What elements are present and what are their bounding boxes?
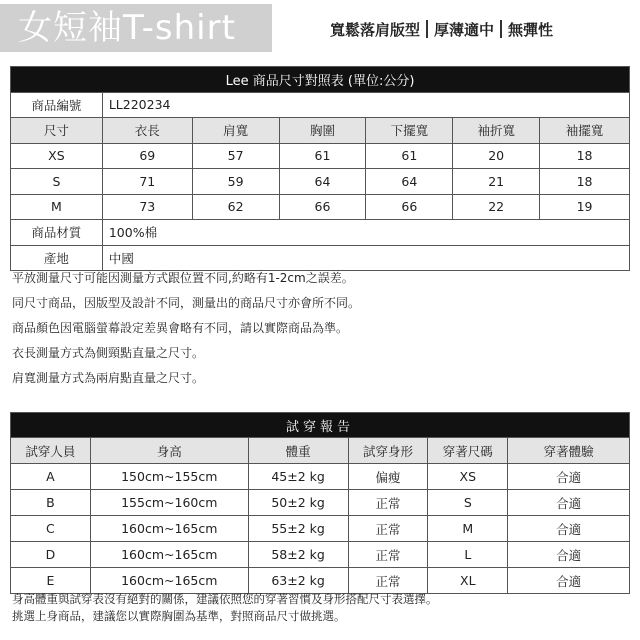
table-cell: 61 [279,143,366,169]
table-cell: 59 [192,169,279,195]
table-cell: 66 [366,194,453,220]
table-row [11,194,630,220]
table-cell: 18 [540,169,630,195]
table-row [11,464,630,490]
size-chart-table [10,66,630,271]
origin-value: 中國 [102,245,629,271]
trial-report-title: 試穿報告 [11,413,630,438]
table-cell: 57 [192,143,279,169]
table-cell: 正常 [348,568,428,594]
table-cell: 20 [453,143,540,169]
material-label: 商品材質 [11,220,103,246]
column-header: 衣長 [102,118,192,144]
size-chart-title: Lee 商品尺寸對照表 (單位:公分) [11,67,630,93]
product-no-value: LL220234 [102,92,629,118]
table-cell: A [11,464,91,490]
table-cell: 155cm~160cm [90,490,248,516]
table-cell: 正常 [348,490,428,516]
column-header: 袖折寬 [453,118,540,144]
table-cell: 正常 [348,542,428,568]
note-item: 衣長測量方式為側頸點直量之尺寸。 [12,346,205,360]
table-cell: 合適 [508,542,630,568]
column-header: 胸圍 [279,118,366,144]
table-cell: XS [428,464,508,490]
column-header: 下擺寬 [366,118,453,144]
origin-label: 產地 [11,245,103,271]
table-cell: L [428,542,508,568]
column-header: 肩寬 [192,118,279,144]
column-header: 身高 [90,438,248,464]
divider [500,20,502,38]
table-cell: M [11,194,103,220]
feature-thickness: 厚薄適中 [434,20,495,39]
trial-report-table [10,412,630,594]
feature-list [330,14,553,44]
measurement-notes [12,266,360,391]
material-value: 100%棉 [102,220,629,246]
table-cell: S [428,490,508,516]
note-item: 商品顏色因電腦螢幕設定差異會略有不同，請以實際商品為準。 [12,321,349,335]
table-cell: 71 [102,169,192,195]
note-item: 平放測量尺寸可能因測量方式跟位置不同,約略有1-2cm之誤差。 [12,271,354,285]
table-cell: 19 [540,194,630,220]
table-cell: 合適 [508,516,630,542]
feature-elasticity: 無彈性 [508,20,554,39]
table-cell: 22 [453,194,540,220]
table-cell: C [11,516,91,542]
table-cell: D [11,542,91,568]
table-cell: 合適 [508,490,630,516]
footnote-item: 挑選上身商品，建議您以實際胸圍為基準，對照商品尺寸做挑選。 [12,609,346,623]
table-cell: 160cm~165cm [90,542,248,568]
table-cell: 58±2 kg [248,542,348,568]
table-row [11,542,630,568]
table-cell: 21 [453,169,540,195]
table-cell: 合適 [508,464,630,490]
footnote-item: 身高體重與試穿表沒有絕對的關係，建議依照您的穿著習慣及身形搭配尺寸表選擇。 [12,592,438,606]
table-cell: M [428,516,508,542]
table-cell: 160cm~165cm [90,568,248,594]
table-row [11,568,630,594]
table-cell: 160cm~165cm [90,516,248,542]
column-header: 體重 [248,438,348,464]
table-cell: XL [428,568,508,594]
trial-footnotes [12,591,438,625]
table-cell: B [11,490,91,516]
table-row [11,516,630,542]
feature-fit: 寬鬆落肩版型 [330,20,421,39]
table-cell: 合適 [508,568,630,594]
table-cell: 45±2 kg [248,464,348,490]
column-header: 穿著尺碼 [428,438,508,464]
table-cell: 63±2 kg [248,568,348,594]
table-cell: 73 [102,194,192,220]
table-cell: E [11,568,91,594]
page-title: 女短袖T-shirt [0,4,272,52]
table-cell: 64 [279,169,366,195]
column-header: 試穿人員 [11,438,91,464]
divider [426,20,428,38]
table-cell: 18 [540,143,630,169]
column-header: 袖擺寬 [540,118,630,144]
table-cell: 55±2 kg [248,516,348,542]
table-cell: 69 [102,143,192,169]
table-cell: 64 [366,169,453,195]
table-row [11,490,630,516]
product-no-label: 商品編號 [11,92,103,118]
table-cell: 62 [192,194,279,220]
column-header: 穿著體驗 [508,438,630,464]
table-row [11,169,630,195]
table-cell: 50±2 kg [248,490,348,516]
table-cell: 偏瘦 [348,464,428,490]
note-item: 同尺寸商品，因版型及設計不同，測量出的商品尺寸亦會所不同。 [12,296,361,310]
table-cell: XS [11,143,103,169]
table-cell: 150cm~155cm [90,464,248,490]
trial-header-row [11,438,630,464]
column-header: 尺寸 [11,118,103,144]
size-chart-header-row [11,118,630,144]
column-header: 試穿身形 [348,438,428,464]
table-cell: 61 [366,143,453,169]
table-cell: S [11,169,103,195]
table-cell: 66 [279,194,366,220]
note-item: 肩寬測量方式為兩肩點直量之尺寸。 [12,371,205,385]
table-cell: 正常 [348,516,428,542]
table-row [11,143,630,169]
